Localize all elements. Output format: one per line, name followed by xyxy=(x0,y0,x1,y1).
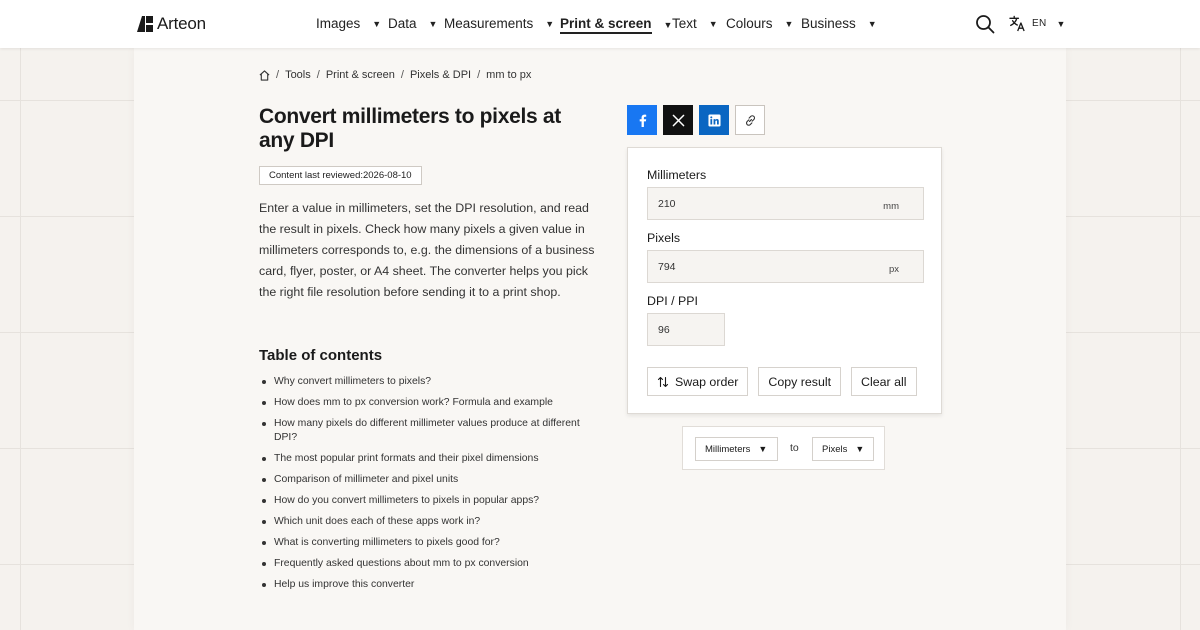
copy-link-button[interactable] xyxy=(735,105,765,135)
nav-item-label: Colours xyxy=(726,16,773,31)
to-word: to xyxy=(790,442,799,454)
clear-all-label: Clear all xyxy=(861,374,907,389)
dpi-field xyxy=(647,313,725,346)
nav-item-label: Text xyxy=(672,16,697,31)
pixels-input[interactable] xyxy=(648,251,923,282)
copy-result-label: Copy result xyxy=(768,374,832,389)
breadcrumb-link-tools[interactable]: Tools xyxy=(285,69,311,81)
nav-item-print-and-screen[interactable] xyxy=(560,16,672,34)
copy-result-button[interactable] xyxy=(758,367,841,396)
nav-item-label: Images xyxy=(316,16,361,31)
nav-item-images[interactable] xyxy=(316,16,381,31)
toc-item[interactable]: The most popular print formats and their pixel dimensions xyxy=(259,452,589,466)
millimeters-input[interactable] xyxy=(648,188,923,219)
chevron-down-icon: ▼ xyxy=(428,18,438,29)
to-unit-value: Pixels xyxy=(822,443,848,455)
breadcrumb-separator: / xyxy=(276,69,280,81)
share-x-button[interactable] xyxy=(663,105,693,135)
clear-all-button[interactable] xyxy=(851,367,916,396)
to-unit-select[interactable] xyxy=(812,437,874,461)
dpi-label: DPI / PPI xyxy=(647,294,698,308)
from-unit-select[interactable] xyxy=(695,437,778,461)
unit-selector-bar xyxy=(682,426,885,470)
toc-item[interactable]: Frequently asked questions about mm to px conversion xyxy=(259,557,589,571)
nav-item-business[interactable] xyxy=(801,16,877,31)
chevron-down-icon: ▼ xyxy=(663,20,673,30)
chevron-down-icon: ▼ xyxy=(867,18,877,29)
chevron-down-icon: ▼ xyxy=(784,18,794,29)
breadcrumb xyxy=(259,69,531,81)
converter-card xyxy=(627,147,942,414)
chevron-down-icon: ▼ xyxy=(855,444,865,454)
millimeters-field xyxy=(647,187,924,220)
toc-item[interactable]: Comparison of millimeter and pixel units xyxy=(259,473,589,487)
toc-item[interactable]: Which unit does each of these apps work in? xyxy=(259,515,589,529)
breadcrumb-link-print-and-screen[interactable]: Print & screen xyxy=(325,69,395,81)
share-buttons xyxy=(627,105,765,135)
share-linkedin-button[interactable] xyxy=(699,105,729,135)
breadcrumb-separator: / xyxy=(316,69,320,81)
from-unit-value: Millimeters xyxy=(705,443,751,455)
page-title: Convert millimeters to pixels at any DPI xyxy=(259,105,561,152)
nav-item-text[interactable] xyxy=(672,16,718,31)
toc-item[interactable]: How many pixels do different millimeter values produce at different DPI? xyxy=(259,417,589,445)
pixels-field xyxy=(647,250,924,283)
breadcrumb-separator: / xyxy=(400,69,404,81)
nav-item-measurements[interactable] xyxy=(444,16,554,31)
nav-item-label: Data xyxy=(388,16,417,31)
chevron-down-icon: ▼ xyxy=(708,18,718,29)
swap-order-button[interactable] xyxy=(647,367,748,396)
toc-item[interactable]: What is converting millimeters to pixels good for? xyxy=(259,536,589,550)
nav-item-label: Business xyxy=(801,16,856,31)
chevron-down-icon: ▼ xyxy=(372,18,382,29)
table-of-contents-heading: Table of contents xyxy=(259,347,383,364)
table-of-contents xyxy=(259,375,589,599)
nav-item-label: Print & screen xyxy=(560,16,652,34)
facebook-icon xyxy=(636,114,649,127)
pixels-label: Pixels xyxy=(647,231,681,245)
linkedin-icon xyxy=(708,114,721,127)
toc-item[interactable]: How does mm to px conversion work? Formula and example xyxy=(259,396,589,410)
chevron-down-icon: ▼ xyxy=(1056,18,1066,29)
millimeters-unit: mm xyxy=(883,201,899,212)
toc-item[interactable]: Why convert millimeters to pixels? xyxy=(259,375,589,389)
x-icon xyxy=(672,114,685,127)
breadcrumb-separator: / xyxy=(477,69,481,81)
millimeters-label: Millimeters xyxy=(647,168,707,182)
swap-vertical-icon xyxy=(657,376,669,388)
toc-item[interactable]: Help us improve this converter xyxy=(259,578,589,592)
language-code: EN xyxy=(1032,18,1047,29)
chevron-down-icon: ▼ xyxy=(758,444,768,454)
language-switcher[interactable] xyxy=(1009,15,1065,32)
nav-item-data[interactable] xyxy=(388,16,437,31)
converter-actions xyxy=(647,367,917,396)
breadcrumb-current: mm to px xyxy=(486,69,532,81)
pixels-unit: px xyxy=(888,264,899,275)
top-navigation-bar xyxy=(0,0,1200,48)
brand-name: Arteon xyxy=(157,14,206,33)
toc-item[interactable]: How do you convert millimeters to pixels in popular apps? xyxy=(259,494,589,508)
dpi-input[interactable] xyxy=(648,314,724,345)
brand-logo-icon xyxy=(137,16,153,32)
brand-logo[interactable] xyxy=(137,14,206,34)
nav-item-colours[interactable] xyxy=(726,16,793,31)
content-reviewed-badge: Content last reviewed:2026-08-10 xyxy=(259,166,422,185)
nav-item-label: Measurements xyxy=(444,16,534,31)
share-facebook-button[interactable] xyxy=(627,105,657,135)
link-icon xyxy=(744,114,757,127)
swap-order-label: Swap order xyxy=(675,374,739,389)
breadcrumb-link-pixels-and-dpi[interactable]: Pixels & DPI xyxy=(409,69,472,81)
intro-paragraph: Enter a value in millimeters, set the DPI resolution, and read the result in pixels. Check how many pixels a given value in millimeters corresponds to, e.g. the dimensions of a business card, flyer, poster, or A4 sheet. The converter helps you pick the right file resolution before sending it to a print shop. xyxy=(259,201,595,299)
search-icon[interactable] xyxy=(975,14,995,34)
chevron-down-icon: ▼ xyxy=(545,18,555,29)
translate-icon xyxy=(1009,15,1026,32)
home-icon[interactable] xyxy=(259,70,270,81)
